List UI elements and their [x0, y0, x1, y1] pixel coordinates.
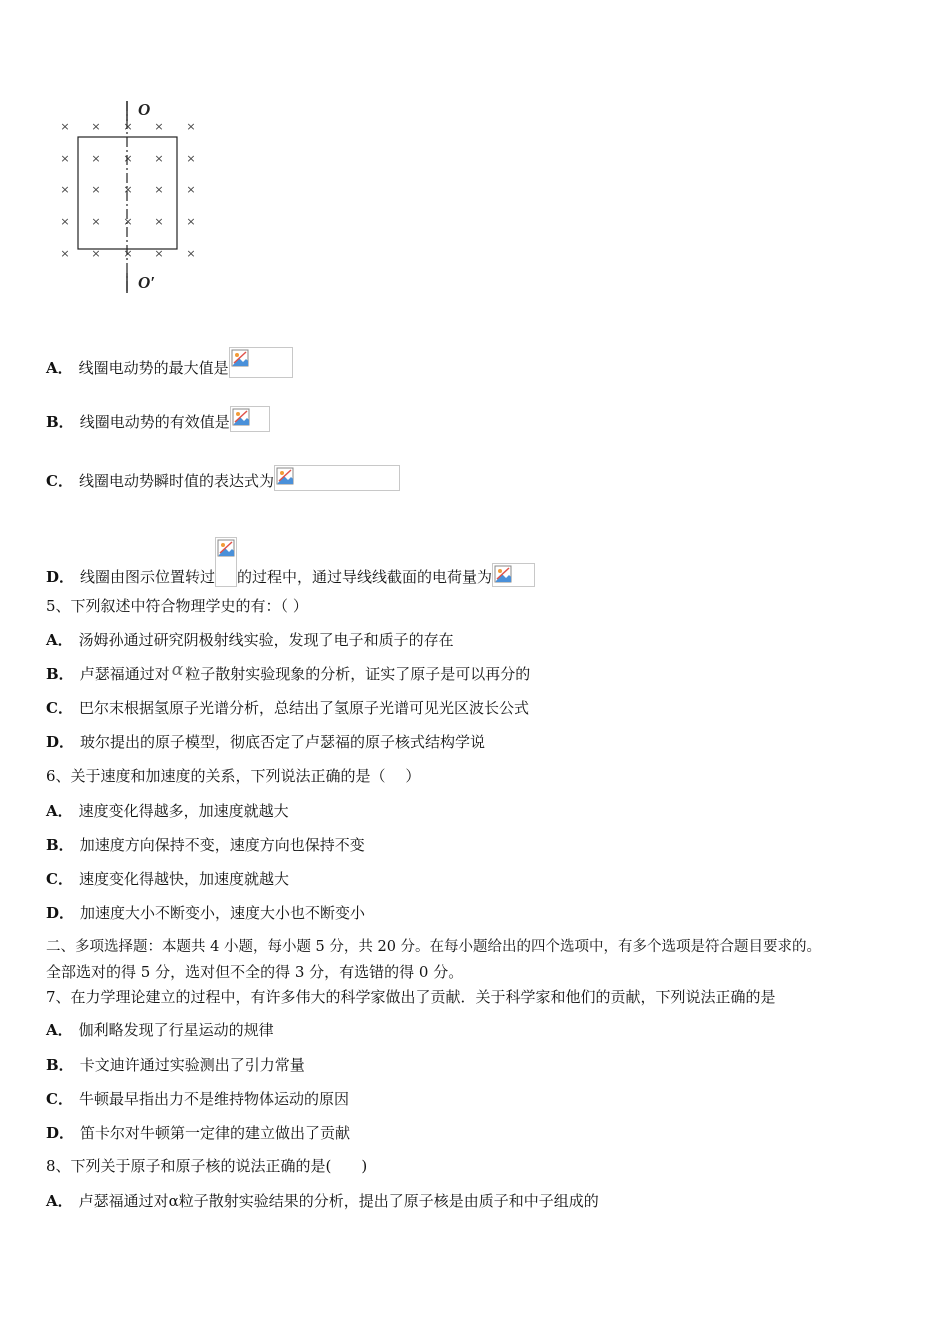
axis-top-label: O — [138, 100, 151, 119]
field-cross: × — [91, 247, 101, 260]
option-text: 汤姆孙通过研究阴极射线实验，发现了电子和质子的存在 — [78, 631, 454, 649]
angle-image-placeholder — [215, 537, 237, 587]
option-text: 卢瑟福通过对α粒子散射实验结果的分析，提出了原子核是由质子和中子组成的 — [78, 1192, 599, 1210]
q8-option-a — [46, 1191, 599, 1211]
field-cross: × — [91, 183, 101, 196]
q6-stem: 6、关于速度和加速度的关系，下列说法正确的是（ ） — [46, 767, 421, 785]
field-cross: × — [60, 215, 70, 228]
option-letter: A． — [46, 631, 73, 649]
field-cross: × — [60, 152, 70, 165]
option-letter: D． — [46, 904, 75, 922]
option-text: 伽利略发现了行星运动的规律 — [78, 1021, 274, 1039]
broken-image-icon — [494, 565, 512, 583]
option-text: 卡文迪许通过实验测出了引力常量 — [79, 1056, 305, 1074]
q8-stem: 8、下列关于原子和原子核的说法正确的是( ) — [46, 1157, 368, 1175]
field-cross: × — [123, 215, 133, 228]
field-cross: × — [123, 120, 133, 133]
option-letter: B． — [46, 1056, 74, 1074]
option-text: 牛顿最早指出力不是维持物体运动的原因 — [78, 1090, 349, 1108]
q5-option-c — [46, 698, 529, 718]
field-cross: × — [154, 215, 164, 228]
q4-option-c — [46, 465, 400, 491]
option-text: 线圈电动势的最大值是 — [78, 359, 229, 377]
option-letter: C． — [46, 870, 73, 888]
field-cross: × — [123, 183, 133, 196]
q4-option-a — [46, 347, 293, 378]
field-cross: × — [123, 152, 133, 165]
q4-option-b — [46, 406, 270, 432]
option-letter: A． — [46, 802, 73, 820]
field-cross: × — [60, 120, 70, 133]
q6-option-d — [46, 903, 365, 923]
field-cross: × — [154, 120, 164, 133]
field-cross: × — [123, 247, 133, 260]
option-letter: A． — [46, 1021, 73, 1039]
option-letter: B． — [46, 413, 74, 431]
option-text: 巴尔末根据氢原子光谱分析，总结出了氢原子光谱可见光区波长公式 — [78, 699, 529, 717]
formula-image-placeholder — [492, 563, 535, 587]
field-cross: × — [186, 120, 196, 133]
q5-stem: 5、下列叙述中符合物理学史的有：（ ） — [46, 597, 308, 615]
broken-image-icon — [276, 467, 294, 485]
q5-option-a — [46, 630, 454, 650]
formula-image-placeholder — [274, 465, 400, 491]
axis-bottom-label: O′ — [138, 273, 156, 292]
q6-option-a — [46, 801, 289, 821]
field-cross: × — [91, 152, 101, 165]
broken-image-icon — [232, 408, 250, 426]
formula-image-placeholder — [230, 406, 270, 432]
option-letter: A． — [46, 1192, 73, 1210]
field-cross: × — [186, 215, 196, 228]
field-cross: × — [60, 247, 70, 260]
section-2-instructions-line-2: 全部选对的得 5 分，选对但不全的得 3 分，有选错的得 0 分。 — [46, 963, 464, 981]
option-letter: A． — [46, 359, 73, 377]
broken-image-icon — [231, 349, 249, 367]
q5-option-b — [46, 660, 531, 684]
option-text: 线圈电动势的有效值是 — [79, 413, 230, 431]
field-cross: × — [154, 152, 164, 165]
coil-in-magnetic-field-figure — [50, 95, 210, 305]
field-cross: × — [154, 183, 164, 196]
q7-option-b — [46, 1055, 305, 1075]
option-letter: D． — [46, 568, 75, 586]
field-cross: × — [186, 183, 196, 196]
field-cross: × — [186, 152, 196, 165]
field-cross: × — [91, 215, 101, 228]
option-text: 速度变化得越多，加速度就越大 — [78, 802, 289, 820]
option-letter: B． — [46, 836, 74, 854]
q7-option-d — [46, 1123, 350, 1143]
option-text: 加速度方向保持不变，速度方向也保持不变 — [79, 836, 365, 854]
option-letter: D． — [46, 733, 75, 751]
q6-option-c — [46, 869, 289, 889]
field-cross: × — [60, 183, 70, 196]
q6-option-b — [46, 835, 365, 855]
option-text-after: 粒子散射实验现象的分析，证实了原子是可以再分的 — [185, 665, 531, 683]
q7-option-a — [46, 1020, 274, 1040]
option-text-before: 线圈由图示位置转过 — [80, 568, 216, 586]
q5-option-d — [46, 732, 485, 752]
section-2-instructions-line-1: 二、多项选择题：本题共 4 小题，每小题 5 分，共 20 分。在每小题给出的四个选项中，有多个选项是符合题目要求的。 — [46, 939, 822, 955]
option-text: 笛卡尔对牛顿第一定律的建立做出了贡献 — [80, 1124, 351, 1142]
broken-image-icon — [217, 539, 235, 557]
option-letter: C． — [46, 699, 73, 717]
q7-option-c — [46, 1089, 349, 1109]
q4-option-d — [46, 537, 535, 587]
option-letter: D． — [46, 1124, 75, 1142]
q7-stem: 7、在力学理论建立的过程中，有许多伟大的科学家做出了贡献．关于科学家和他们的贡献，下列说法正确的是 — [46, 988, 776, 1006]
option-letter: B． — [46, 665, 74, 683]
field-cross: × — [154, 247, 164, 260]
option-text-before: 卢瑟福通过对 — [79, 665, 170, 683]
option-text: 线圈电动势瞬时值的表达式为 — [78, 472, 274, 490]
field-cross: × — [186, 247, 196, 260]
option-text: 加速度大小不断变小，速度大小也不断变小 — [80, 904, 366, 922]
option-letter: C． — [46, 1090, 73, 1108]
field-cross: × — [91, 120, 101, 133]
formula-image-placeholder — [229, 347, 293, 378]
option-text: 速度变化得越快，加速度就越大 — [78, 870, 289, 888]
option-text: 玻尔提出的原子模型，彻底否定了卢瑟福的原子核式结构学说 — [80, 733, 486, 751]
alpha-symbol: α — [171, 660, 184, 680]
option-text-after: 的过程中，通过导线线截面的电荷量为 — [237, 568, 493, 586]
magnetic-field-crosses — [60, 120, 195, 260]
option-letter: C． — [46, 472, 73, 490]
